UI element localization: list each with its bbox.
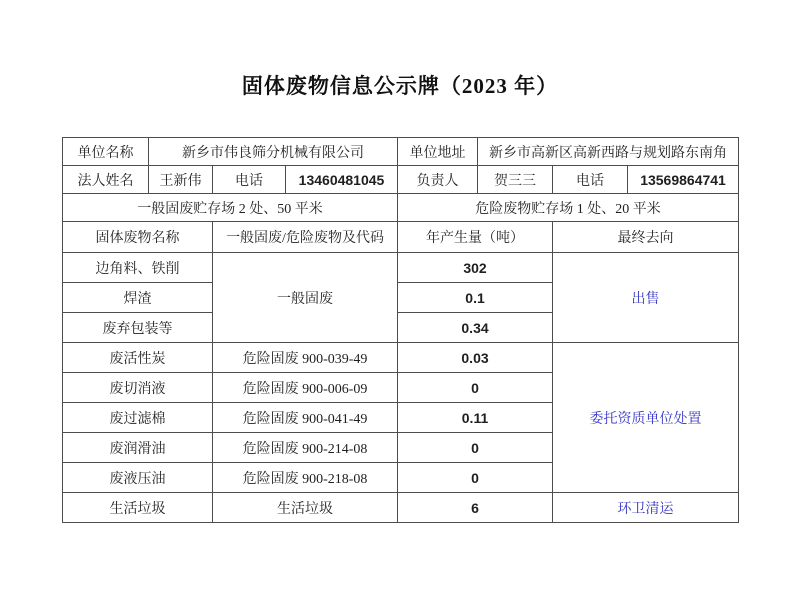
unit-address-value: 新乡市高新区高新西路与规划路东南角 — [478, 138, 739, 166]
general-storage-info: 一般固废贮存场 2 处、50 平米 — [63, 194, 398, 222]
phone1-label: 电话 — [213, 166, 286, 194]
waste-amount-cell: 0.03 — [398, 343, 553, 373]
legal-person-value: 王新伟 — [149, 166, 213, 194]
waste-name-cell: 废液压油 — [63, 463, 213, 493]
manager-label: 负责人 — [398, 166, 478, 194]
col-header-waste-name: 固体废物名称 — [63, 222, 213, 253]
unit-address-label: 单位地址 — [398, 138, 478, 166]
waste-amount-cell: 0 — [398, 463, 553, 493]
waste-name-cell: 废润滑油 — [63, 433, 213, 463]
waste-destination-cell: 环卫清运 — [553, 493, 739, 523]
contacts-row — [63, 166, 739, 194]
phone2-label: 电话 — [553, 166, 628, 194]
waste-amount-cell: 0.1 — [398, 283, 553, 313]
waste-name-cell: 废弃包装等 — [63, 313, 213, 343]
waste-amount-cell: 302 — [398, 253, 553, 283]
unit-name-value: 新乡市伟良筛分机械有限公司 — [149, 138, 398, 166]
waste-name-cell: 废切消液 — [63, 373, 213, 403]
waste-category-cell: 危险固废 900-214-08 — [213, 433, 398, 463]
unit-info-row — [63, 138, 739, 166]
waste-category-cell: 危险固废 900-039-49 — [213, 343, 398, 373]
col-header-category-code: 一般固废/危险废物及代码 — [213, 222, 398, 253]
waste-name-cell: 废活性炭 — [63, 343, 213, 373]
waste-name-cell: 废过滤棉 — [63, 403, 213, 433]
legal-person-label: 法人姓名 — [63, 166, 149, 194]
unit-name-label: 单位名称 — [63, 138, 149, 166]
waste-destination-cell: 出售 — [553, 253, 739, 343]
waste-header-row — [63, 222, 739, 253]
waste-row-general-1 — [63, 253, 739, 283]
waste-category-cell: 危险固废 900-006-09 — [213, 373, 398, 403]
waste-category-cell: 危险固废 900-218-08 — [213, 463, 398, 493]
waste-amount-cell: 0 — [398, 373, 553, 403]
phone2-value: 13569864741 — [628, 166, 739, 194]
waste-destination-cell: 委托资质单位处置 — [553, 343, 739, 493]
hazardous-storage-info: 危险废物贮存场 1 处、20 平米 — [398, 194, 739, 222]
manager-value: 贺三三 — [478, 166, 553, 194]
page-title: 固体废物信息公示牌（2023 年） — [241, 74, 559, 98]
waste-name-cell: 焊渣 — [63, 283, 213, 313]
waste-amount-cell: 6 — [398, 493, 553, 523]
waste-amount-cell: 0 — [398, 433, 553, 463]
waste-category-cell: 危险固废 900-041-49 — [213, 403, 398, 433]
waste-name-cell: 边角料、铁削 — [63, 253, 213, 283]
waste-amount-cell: 0.11 — [398, 403, 553, 433]
waste-row-domestic — [63, 493, 739, 523]
phone1-value: 13460481045 — [286, 166, 398, 194]
waste-amount-cell: 0.34 — [398, 313, 553, 343]
col-header-annual-output: 年产生量（吨） — [398, 222, 553, 253]
waste-notice-table — [62, 137, 739, 523]
storage-row — [63, 194, 739, 222]
waste-row-hazard-1 — [63, 343, 739, 373]
waste-category-cell: 一般固废 — [213, 253, 398, 343]
waste-category-cell: 生活垃圾 — [213, 493, 398, 523]
waste-name-cell: 生活垃圾 — [63, 493, 213, 523]
col-header-destination: 最终去向 — [553, 222, 739, 253]
